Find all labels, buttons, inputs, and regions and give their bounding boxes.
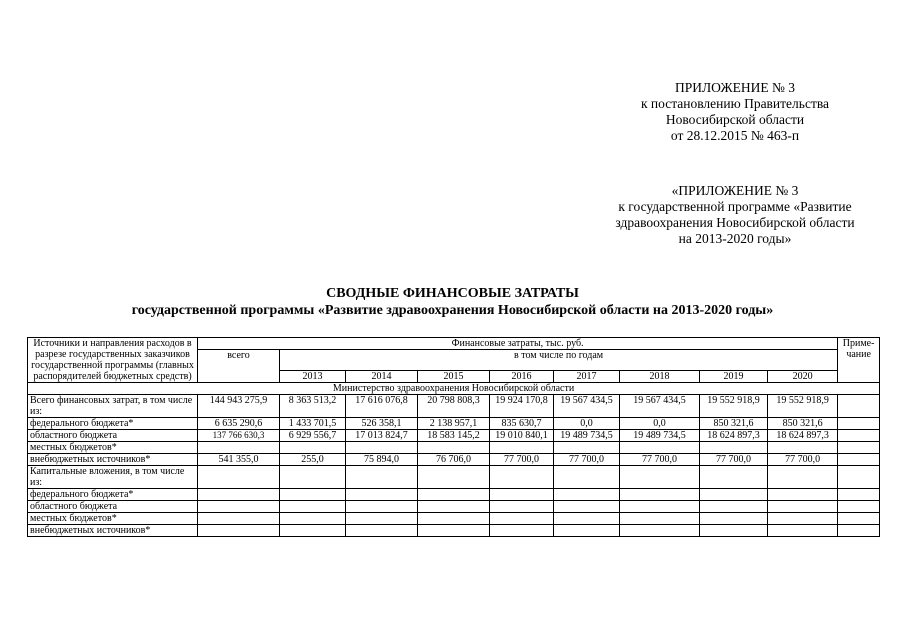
year-value <box>490 501 554 513</box>
table-row <box>28 466 880 489</box>
table-row <box>28 442 880 454</box>
year-value <box>554 525 620 537</box>
year-value: 19 567 434,5 <box>620 395 700 418</box>
row-note <box>838 525 880 537</box>
year-value: 77 700,0 <box>768 454 838 466</box>
row-label: местных бюджетов* <box>28 442 198 454</box>
row-note <box>838 454 880 466</box>
year-value <box>554 513 620 525</box>
appendix-program-header <box>590 183 880 247</box>
year-value: 77 700,0 <box>620 454 700 466</box>
row-label: федерального бюджета* <box>28 418 198 430</box>
year-value <box>620 501 700 513</box>
table-row <box>28 430 880 442</box>
appendix-decree-header <box>600 80 870 144</box>
year-value <box>554 501 620 513</box>
year-value <box>346 442 418 454</box>
row-label: Всего финансовых затрат, в том числе из: <box>28 395 198 418</box>
table-row <box>28 454 880 466</box>
year-value: 19 489 734,5 <box>554 430 620 442</box>
row-label: областного бюджета <box>28 501 198 513</box>
year-value: 17 616 076,8 <box>346 395 418 418</box>
year-value: 850 321,6 <box>700 418 768 430</box>
year-value <box>280 489 346 501</box>
year-value <box>418 489 490 501</box>
year-value <box>346 466 418 489</box>
row-total <box>198 466 280 489</box>
year-value: 17 013 824,7 <box>346 430 418 442</box>
row-note <box>838 418 880 430</box>
year-value: 6 929 556,7 <box>280 430 346 442</box>
year-value <box>418 501 490 513</box>
year-value <box>620 466 700 489</box>
year-value: 18 583 145,2 <box>418 430 490 442</box>
year-value: 19 489 734,5 <box>620 430 700 442</box>
appendix-date-line: от 28.12.2015 № 463-п <box>670 128 800 143</box>
year-header: 2018 <box>620 371 700 383</box>
year-value <box>280 513 346 525</box>
year-value <box>700 513 768 525</box>
year-value <box>768 513 838 525</box>
row-note <box>838 513 880 525</box>
year-value: 526 358,1 <box>346 418 418 430</box>
year-value <box>620 489 700 501</box>
document-title: СВОДНЫЕ ФИНАНСОВЫЕ ЗАТРАТЫ <box>326 286 579 301</box>
row-label: федерального бюджета* <box>28 489 198 501</box>
year-value: 2 138 957,1 <box>418 418 490 430</box>
header-row <box>28 338 880 350</box>
year-value <box>620 513 700 525</box>
year-value: 255,0 <box>280 454 346 466</box>
year-value <box>700 466 768 489</box>
year-value: 77 700,0 <box>490 454 554 466</box>
row-total <box>198 442 280 454</box>
year-value: 1 433 701,5 <box>280 418 346 430</box>
year-value <box>490 513 554 525</box>
year-value: 18 624 897,3 <box>768 430 838 442</box>
year-value <box>280 525 346 537</box>
year-value <box>280 466 346 489</box>
row-total: 144 943 275,9 <box>198 395 280 418</box>
appendix-program-line: здравоохранения Новосибирской области <box>615 215 855 230</box>
year-value <box>554 489 620 501</box>
table-row <box>28 513 880 525</box>
sources-header: Источники и направления расходов в разрезе государственных заказчиков государственной программы (главных распорядителей бюджетных средств) <box>28 338 198 383</box>
year-value <box>490 489 554 501</box>
row-label: местных бюджетов* <box>28 513 198 525</box>
year-value <box>768 501 838 513</box>
row-label: Капитальные вложения, в том числе из: <box>28 466 198 489</box>
appendix-region-line: Новосибирской области <box>665 112 805 127</box>
table-row <box>28 489 880 501</box>
year-value <box>768 489 838 501</box>
by-year-header: в том числе по годам <box>280 350 838 371</box>
year-value <box>768 442 838 454</box>
appendix-decree-line: к постановлению Правительства <box>640 96 830 111</box>
table-row <box>28 418 880 430</box>
year-header: 2015 <box>418 371 490 383</box>
year-value: 19 552 918,9 <box>700 395 768 418</box>
total-header: всего <box>198 350 280 383</box>
year-value: 19 552 918,9 <box>768 395 838 418</box>
financial-costs-table <box>27 337 880 537</box>
table-row <box>28 525 880 537</box>
row-note <box>838 430 880 442</box>
year-value <box>280 442 346 454</box>
year-value <box>346 501 418 513</box>
row-total: 6 635 290,6 <box>198 418 280 430</box>
table-row <box>28 501 880 513</box>
year-value <box>620 525 700 537</box>
year-value: 0,0 <box>620 418 700 430</box>
year-header: 2017 <box>554 371 620 383</box>
year-value: 19 924 170,8 <box>490 395 554 418</box>
year-value <box>490 442 554 454</box>
row-note <box>838 489 880 501</box>
year-value <box>418 525 490 537</box>
row-note <box>838 501 880 513</box>
year-value: 8 363 513,2 <box>280 395 346 418</box>
year-header: 2013 <box>280 371 346 383</box>
year-value <box>490 525 554 537</box>
year-value: 77 700,0 <box>554 454 620 466</box>
year-header: 2016 <box>490 371 554 383</box>
year-value <box>418 466 490 489</box>
table-row <box>28 395 880 418</box>
row-total: 137 766 630,3 <box>198 430 280 442</box>
row-total <box>198 525 280 537</box>
year-value <box>554 442 620 454</box>
year-value <box>490 466 554 489</box>
year-value: 19 010 840,1 <box>490 430 554 442</box>
year-value: 75 894,0 <box>346 454 418 466</box>
year-value <box>700 489 768 501</box>
ministry-name: Министерство здравоохранения Новосибирской области <box>28 383 880 395</box>
document-subtitle: государственной программы «Развитие здравоохранения Новосибирской области на 2013-2020 годы» <box>131 303 774 318</box>
appendix-program-years: на 2013-2020 годы» <box>678 231 792 246</box>
year-value <box>346 489 418 501</box>
year-value <box>418 442 490 454</box>
year-header: 2019 <box>700 371 768 383</box>
row-note <box>838 442 880 454</box>
year-value <box>418 513 490 525</box>
costs-header: Финансовые затраты, тыс. руб. <box>198 338 838 350</box>
year-value: 835 630,7 <box>490 418 554 430</box>
year-value: 0,0 <box>554 418 620 430</box>
row-total <box>198 489 280 501</box>
row-label: внебюджетных источников* <box>28 525 198 537</box>
row-label: областного бюджета <box>28 430 198 442</box>
year-value <box>700 525 768 537</box>
row-total: 541 355,0 <box>198 454 280 466</box>
year-value <box>346 513 418 525</box>
row-note <box>838 395 880 418</box>
note-header: Приме-чание <box>838 338 880 383</box>
row-total <box>198 501 280 513</box>
year-header: 2020 <box>768 371 838 383</box>
table-body <box>28 395 880 537</box>
year-value: 19 567 434,5 <box>554 395 620 418</box>
year-header: 2014 <box>346 371 418 383</box>
year-value: 850 321,6 <box>768 418 838 430</box>
year-value: 20 798 808,3 <box>418 395 490 418</box>
appendix-number: «ПРИЛОЖЕНИЕ № 3 <box>671 183 799 198</box>
year-value: 76 706,0 <box>418 454 490 466</box>
year-value <box>700 442 768 454</box>
appendix-number: ПРИЛОЖЕНИЕ № 3 <box>674 80 796 95</box>
year-value <box>768 466 838 489</box>
year-value <box>554 466 620 489</box>
year-value <box>620 442 700 454</box>
year-value <box>280 501 346 513</box>
ministry-row <box>28 383 880 395</box>
year-value <box>700 501 768 513</box>
appendix-program-line: к государственной программе «Развитие <box>618 199 852 214</box>
year-value: 77 700,0 <box>700 454 768 466</box>
row-total <box>198 513 280 525</box>
row-note <box>838 466 880 489</box>
year-value <box>346 525 418 537</box>
row-label: внебюджетных источников* <box>28 454 198 466</box>
year-value <box>768 525 838 537</box>
year-value: 18 624 897,3 <box>700 430 768 442</box>
